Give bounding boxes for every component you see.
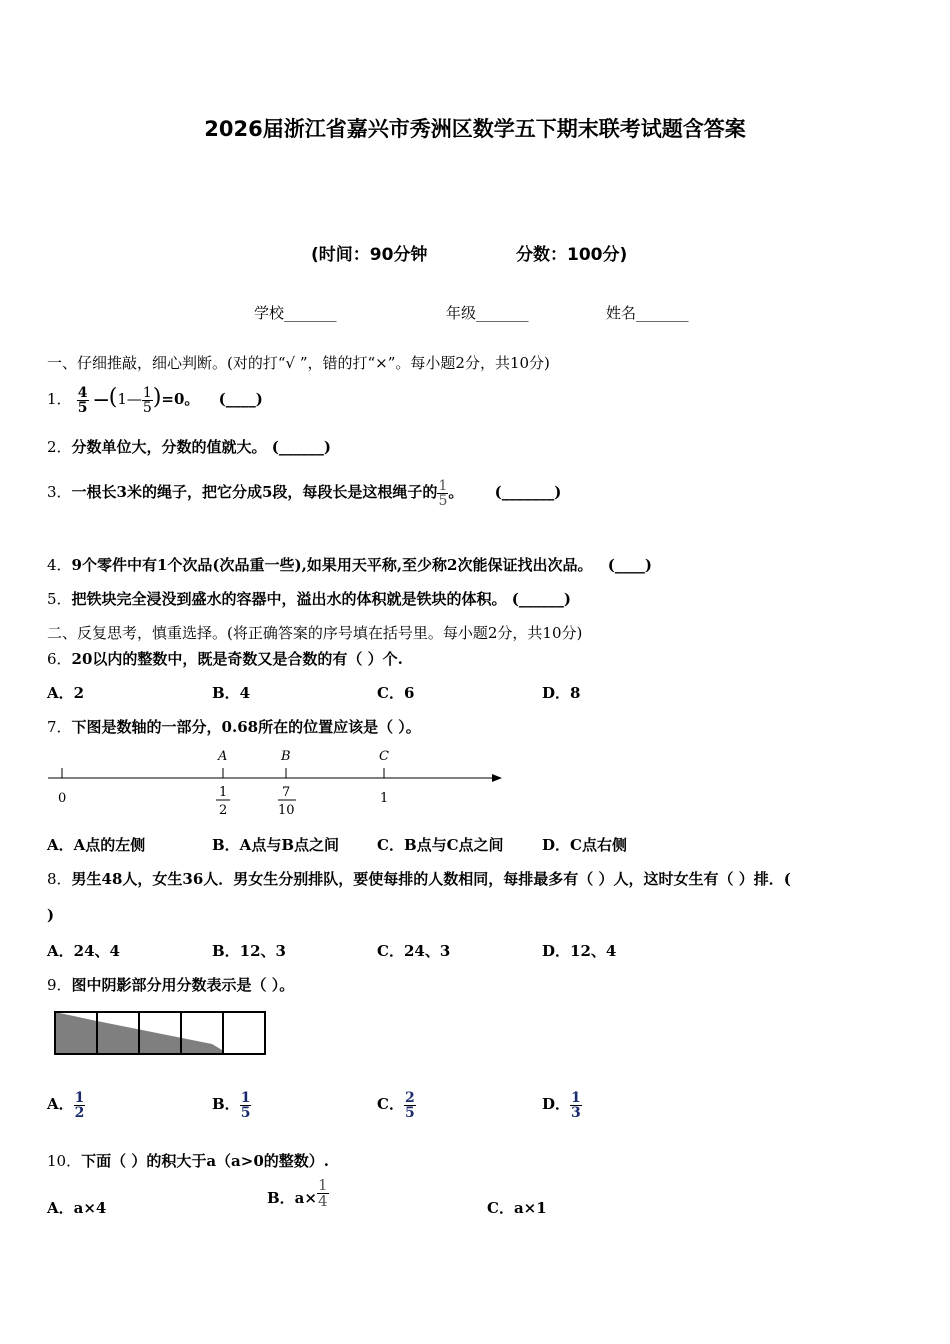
exam-time: (时间：90分钟 <box>311 245 428 265</box>
q9-option-d[interactable]: D． $\frac{1}{3}$ <box>542 1089 581 1121</box>
q7-option-d[interactable]: D．C点右侧 <box>542 836 627 854</box>
label-c: C <box>379 749 389 764</box>
section2-heading: 二、反复思考，慎重选择。(将正确答案的序号填在括号里。每小题2分，共10分) <box>47 624 583 642</box>
question-2: 2．分数单位大，分数的值就大。 (______) <box>47 438 331 456</box>
q6-option-d[interactable]: D．8 <box>542 684 581 702</box>
shaded-rectangle-figure <box>52 1010 268 1058</box>
question-7: 7．下图是数轴的一部分，0.68所在的位置应该是（ ）。 <box>47 718 421 736</box>
label-seven-tenths-num: 7 <box>282 785 291 800</box>
question-3: 3．一根长3米的绳子，把它分成5段，每段长是这根绳子的 $\frac{1}{5}$ 。 (_______) <box>47 477 562 509</box>
grade-field[interactable]: 年级_______ <box>446 304 529 322</box>
label-one: 1 <box>380 791 389 806</box>
question-10: 10．下面（ ）的积大于a（a>0的整数）. <box>47 1152 329 1170</box>
q5-answer-blank[interactable]: (______) <box>511 590 571 608</box>
q8-option-a[interactable]: A．24、4 <box>47 942 120 960</box>
label-seven-tenths-den: 10 <box>278 803 295 818</box>
q9-option-a[interactable]: A． $\frac{1}{2}$ <box>47 1089 85 1121</box>
q3-answer-blank[interactable]: (_______) <box>494 483 562 501</box>
q2-answer-blank[interactable]: (______) <box>271 438 331 456</box>
question-4: 4．9个零件中有1个次品(次品重一些),如果用天平称,至少称2次能保证找出次品。 (____) <box>47 556 652 574</box>
question-5: 5．把铁块完全浸没到盛水的容器中，溢出水的体积就是铁块的体积。 (______) <box>47 590 571 608</box>
q8-option-c[interactable]: C．24、3 <box>377 942 451 960</box>
name-field[interactable]: 姓名_______ <box>606 304 689 322</box>
q8-option-b[interactable]: B．12、3 <box>212 942 286 960</box>
q4-answer-blank[interactable]: (____) <box>607 556 652 574</box>
q8-option-d[interactable]: D．12、4 <box>542 942 617 960</box>
q7-option-c[interactable]: C．B点与C点之间 <box>377 836 504 854</box>
q7-option-a[interactable]: A．A点的左侧 <box>47 836 146 854</box>
question-8: 8．男生48人，女生36人．男女生分别排队，要使每排的人数相同，每排最多有（ ）人，这时女生有（ ）排．( <box>47 870 791 888</box>
page-title: 2026届浙江省嘉兴市秀洲区数学五下期末联考试题含答案 <box>204 117 746 141</box>
label-a: A <box>218 749 228 764</box>
label-half-den: 2 <box>219 803 228 818</box>
q6-option-b[interactable]: B．4 <box>212 684 251 702</box>
q6-option-c[interactable]: C．6 <box>377 684 415 702</box>
label-b: B <box>281 749 291 764</box>
q6-option-a[interactable]: A．2 <box>47 684 85 702</box>
q10-option-a[interactable]: A．a×4 <box>47 1199 107 1217</box>
label-zero: 0 <box>58 791 67 806</box>
q10-option-b[interactable]: B．a× $\frac{1}{4}$ <box>267 1176 328 1210</box>
question-8-cont: ) <box>47 906 55 924</box>
q7-option-b[interactable]: B．A点与B点之间 <box>212 836 339 854</box>
section1-heading: 一、仔细推敲，细心判断。(对的打“√ ”，错的打“×”。每小题2分，共10分) <box>47 354 550 372</box>
label-half-num: 1 <box>219 785 228 800</box>
axis-arrow <box>492 774 502 782</box>
question-1: 1． $\frac{4}{5}$ —(1— $\frac{1}{5}$ )=0。 (____) <box>47 384 263 416</box>
q10-option-c[interactable]: C．a×1 <box>487 1199 547 1217</box>
q9-option-c[interactable]: C． $\frac{2}{5}$ <box>377 1089 415 1121</box>
number-line <box>40 742 520 822</box>
question-6: 6．20以内的整数中，既是奇数又是合数的有（ ）个. <box>47 650 403 668</box>
exam-score: 分数：100分) <box>516 245 628 265</box>
school-field[interactable]: 学校_______ <box>254 304 337 322</box>
q1-answer-blank[interactable]: (____) <box>218 390 263 408</box>
question-9: 9．图中阴影部分用分数表示是（ ）。 <box>47 976 295 994</box>
q9-option-b[interactable]: B． $\frac{1}{5}$ <box>212 1089 251 1121</box>
